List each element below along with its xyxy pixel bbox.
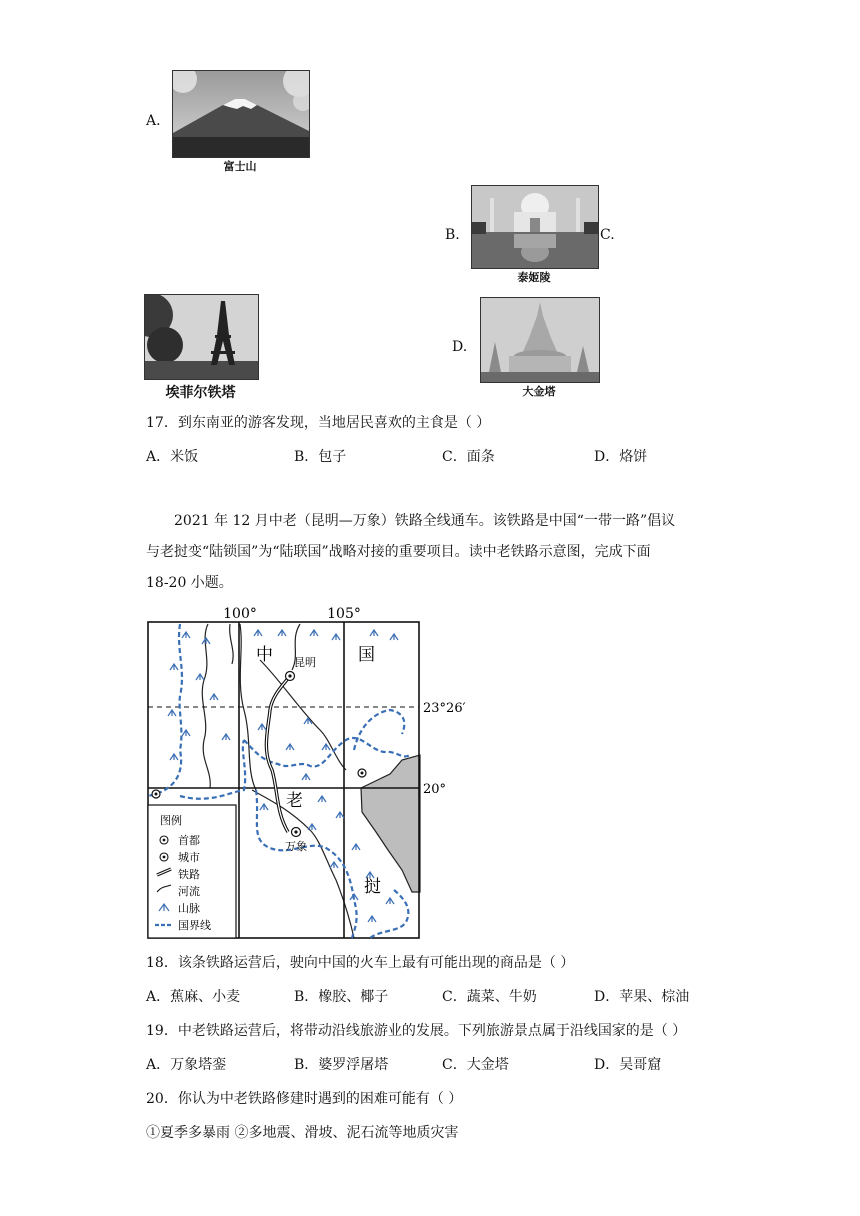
option-a-letter: A. [146, 113, 161, 129]
taj-mahal-caption: 泰姬陵 [517, 271, 551, 284]
lat-label-20: 20° [423, 782, 447, 797]
country-char-zhong: 中 [256, 645, 273, 665]
country-char-wo: 挝 [364, 877, 381, 897]
lon-label-100: 100° [223, 606, 257, 622]
q18-option-a: A．蕉麻、小麦 [146, 989, 241, 1005]
q17-option-d: D．烙饼 [594, 449, 648, 465]
question-19: 19．中老铁路运营后，将带动沿线旅游业的发展。下列旅游景点属于沿线国家的是（ ） [146, 1023, 687, 1039]
q18-option-d: D．苹果、棕油 [594, 989, 690, 1005]
passage-line-1: 2021 年 12 月中老（昆明—万象）铁路全线通车。该铁路是中国“一带一路”倡议 [174, 513, 676, 529]
q19-option-a: A．万象塔銮 [146, 1057, 227, 1073]
city-label-kunming: 昆明 [294, 656, 316, 669]
q17-option-a: A．米饭 [146, 449, 199, 465]
q19-option-d: D．吴哥窟 [594, 1057, 662, 1073]
q18-option-c: C．蔬菜、牛奶 [442, 989, 537, 1005]
city-label-vientiane: 万象 [285, 840, 307, 853]
q17-option-b: B．包子 [294, 449, 347, 465]
country-char-guo: 国 [358, 645, 375, 665]
option-d-letter: D. [452, 339, 468, 355]
option-c-letter: C. [600, 227, 615, 243]
eiffel-tower-caption: 埃菲尔铁塔 [165, 385, 236, 401]
mount-fuji-caption: 富士山 [223, 160, 257, 173]
taj-mahal-photo [471, 185, 599, 269]
legend-city: 城市 [178, 851, 200, 864]
legend-capital: 首都 [178, 834, 200, 847]
question-20-statements: ①夏季多暴雨 ②多地震、滑坡、泥石流等地质灾害 [146, 1125, 459, 1141]
legend-river: 河流 [178, 885, 200, 898]
q17-option-c: C．面条 [442, 449, 495, 465]
question-18: 18．该条铁路运营后，驶向中国的火车上最有可能出现的商品是（ ） [146, 955, 575, 971]
eiffel-tower-photo [144, 294, 259, 380]
lon-label-105: 105° [327, 606, 361, 622]
map-legend [148, 805, 236, 938]
china-laos-railway-map [140, 600, 480, 945]
passage [146, 506, 716, 599]
lat-label-tropic: 23°26′ [423, 701, 466, 716]
legend-title: 图例 [160, 814, 182, 827]
legend-border: 国界线 [178, 919, 211, 932]
legend-mountain: 山脉 [178, 902, 200, 915]
q19-option-b: B．婆罗浮屠塔 [294, 1057, 389, 1073]
q18-option-b: B．橡胶、椰子 [294, 989, 389, 1005]
question-20: 20．你认为中老铁路修建时遇到的困难可能有（ ） [146, 1091, 463, 1107]
q19-option-c: C．大金塔 [442, 1057, 509, 1073]
shwedagon-pagoda-caption: 大金塔 [522, 385, 556, 398]
passage-line-2: 与老挝变“陆锁国”为“陆联国”战略对接的重要项目。读中老铁路示意图，完成下面 [146, 544, 651, 560]
option-b-letter: B. [445, 227, 460, 243]
mount-fuji-photo [172, 70, 310, 158]
legend-railway: 铁路 [178, 868, 200, 881]
passage-line-3: 18-20 小题。 [146, 575, 233, 591]
shwedagon-pagoda-photo [480, 297, 600, 383]
country-char-lao: 老 [286, 791, 303, 811]
question-17: 17．到东南亚的游客发现，当地居民喜欢的主食是（ ） [146, 415, 491, 431]
